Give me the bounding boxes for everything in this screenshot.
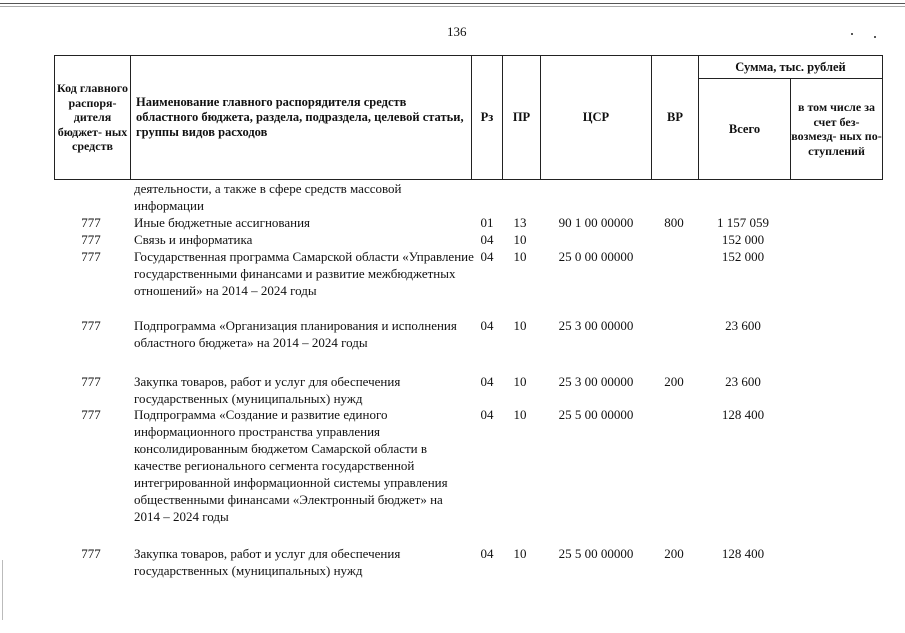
row-code: 777 xyxy=(81,215,101,230)
top-border-line xyxy=(0,3,905,4)
row-rz: 04 xyxy=(480,249,494,264)
row-rz: 04 xyxy=(480,546,494,561)
row-total: 23 600 xyxy=(725,318,761,333)
row-vr: 200 xyxy=(664,374,684,389)
row-pr: 10 xyxy=(513,407,527,422)
header-csr: ЦСР xyxy=(540,55,652,180)
header-name: Наименование главного распорядителя средств областного бюджета, раздела, подраздела, целевой статьи, группы видов расходов xyxy=(130,55,472,180)
row-total: 23 600 xyxy=(725,374,761,389)
row-rz: 01 xyxy=(480,215,494,230)
row-name: Иные бюджетные ассигнования xyxy=(134,215,311,230)
row-name: Государственная программа Самарской области «Управление государственными финансами и развитие межбюджетных отношений» на 2014 – 2024 годы xyxy=(134,249,474,298)
row-pr: 10 xyxy=(513,249,527,264)
row-csr: 90 1 00 00000 xyxy=(558,215,634,230)
row-rz: 04 xyxy=(480,407,494,422)
row-pr: 10 xyxy=(513,374,527,389)
header-total: Всего xyxy=(698,78,791,180)
row-code: 777 xyxy=(81,407,101,422)
header-rz: Рз xyxy=(471,55,503,180)
page-number: 136 xyxy=(447,24,467,39)
speck-mark xyxy=(874,36,876,38)
row-total: 152 000 xyxy=(721,232,765,247)
row-pr: 10 xyxy=(513,318,527,333)
row-csr: 25 0 00 00000 xyxy=(558,249,634,264)
row-total: 1 157 059 xyxy=(717,215,769,230)
row-pr: 13 xyxy=(513,215,527,230)
row-csr: 25 5 00 00000 xyxy=(558,546,634,561)
row-code: 777 xyxy=(81,374,101,389)
row-total: 128 400 xyxy=(721,546,765,561)
row-pr: 10 xyxy=(513,546,527,561)
row-name: Закупка товаров, работ и услуг для обеспечения государственных (муниципальных) нужд xyxy=(134,374,401,406)
row-vr: 200 xyxy=(664,546,684,561)
row-vr: 800 xyxy=(664,215,684,230)
row-name: деятельности, а также в сфере средств массовой информации xyxy=(134,181,402,213)
header-sum-group: Сумма, тыс. рублей xyxy=(698,55,883,79)
top-border-line-2 xyxy=(0,6,905,7)
header-vr: ВР xyxy=(651,55,699,180)
row-name: Закупка товаров, работ и услуг для обеспечения государственных (муниципальных) нужд xyxy=(134,546,401,578)
row-name: Связь и информатика xyxy=(134,232,253,247)
row-name: Подпрограмма «Организация планирования и исполнения областного бюджета» на 2014 – 2024 годы xyxy=(134,318,457,350)
row-total: 128 400 xyxy=(721,407,765,422)
speck-mark xyxy=(851,33,853,35)
row-csr: 25 3 00 00000 xyxy=(558,318,634,333)
row-code: 777 xyxy=(81,249,101,264)
row-name: Подпрограмма «Создание и развитие единого информационного пространства управления консолидированным бюджетом Самарской области в качестве регионального сегмента государственной интегрированной информационной системы управления общественными финансами «Электронный бюджет» на 2014 – 2024 годы xyxy=(134,407,448,524)
header-pr: ПР xyxy=(502,55,541,180)
row-rz: 04 xyxy=(480,374,494,389)
row-code: 777 xyxy=(81,318,101,333)
header-incl-grants: в том числе за счет без- возмезд- ных по- ступлений xyxy=(790,78,883,180)
row-csr: 25 5 00 00000 xyxy=(558,407,634,422)
row-code: 777 xyxy=(81,232,101,247)
row-pr: 10 xyxy=(513,232,527,247)
row-code: 777 xyxy=(81,546,101,561)
scan-edge-mark xyxy=(2,560,3,620)
row-rz: 04 xyxy=(480,232,494,247)
row-csr: 25 3 00 00000 xyxy=(558,374,634,389)
row-rz: 04 xyxy=(480,318,494,333)
header-code: Код главного распоря- дителя бюджет- ных средств xyxy=(54,55,131,180)
row-total: 152 000 xyxy=(721,249,765,264)
